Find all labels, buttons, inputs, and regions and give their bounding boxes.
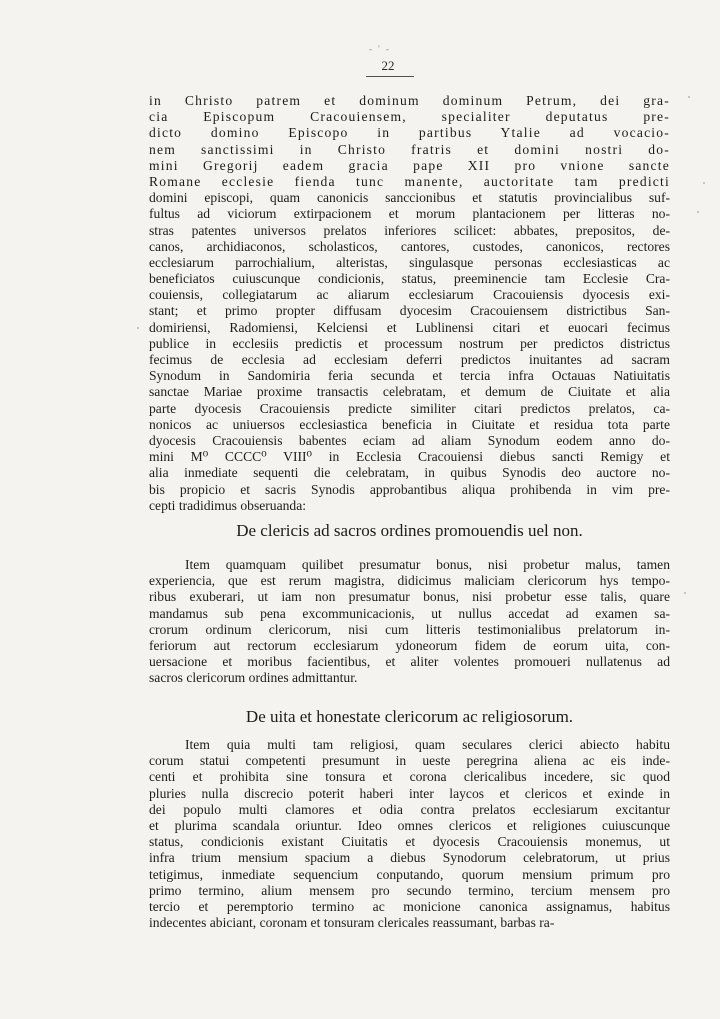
page-number-rule	[366, 76, 414, 77]
text-line: ecclesiarum parrochialium, alteristas, singulasque personas ecclesiasticas ac	[149, 254, 670, 270]
text-line: tercio et peremptorio termino ac monicione canonica assignamus, habitus	[149, 898, 670, 914]
text-line: indecentes abiciant, coronam et tonsuram clericales reassumant, barbas ra-	[149, 915, 555, 931]
text-line: primo termino, alium mensem pro secundo termino, tercium mensem pro	[149, 882, 670, 898]
text-line: cia Episcopum Cracouiensem, specialiter deputatus pre-	[149, 109, 670, 125]
text-line: tetigimus, inmediate sequencium conputando, quorum mensium primum pro	[149, 866, 670, 882]
intro-paragraph	[149, 93, 670, 514]
text-line: publice in ecclesiis predictis et processum nostrum per predictos districtus	[149, 335, 670, 351]
text-line: status, condicionis existant Ciuitatis et dyocesis Cracouiensis monemus, ut	[149, 834, 670, 850]
text-line: beneficiatos cuiuscunque condicionis, status, preeminencie tam Ecclesie Cra-	[149, 271, 670, 287]
text-line: sanctae Mariae proxime transactis celebratam, et demum de Ciuitate et alia	[149, 384, 670, 400]
scan-speck	[137, 327, 139, 329]
scan-speck	[703, 182, 705, 184]
text-line: stras patentes universos prelatos inferiores scilicet: abbates, prepositos, de-	[149, 222, 670, 238]
text-line: mini Gregorij eadem gracia pape XII pro vnione sancte	[149, 157, 670, 173]
text-line: fultus ad viciorum extirpacionem et morum plantacionem per litteras no-	[149, 206, 670, 222]
text-line: in Christo patrem et dominum dominum Petrum, dei gra-	[149, 93, 670, 108]
text-line: Romane ecclesie fienda tunc manente, auctoritate tam predicti	[149, 173, 670, 189]
text-line: dicto domino Episcopo in partibus Ytalie ad vocacio-	[149, 125, 670, 141]
scan-speck	[697, 211, 699, 213]
text-line: cepti tradidimus obseruanda:	[149, 497, 307, 513]
text-line: nem sanctissimi in Christo fratris et domini nostri do-	[149, 141, 670, 157]
text-line: crorum ordinum clericorum, nisi cum litteris testimonialibus prelatorum in-	[149, 621, 670, 637]
text-line: infra trium mensium spacium a diebus Synodorum celebratorum, ut prius	[149, 850, 670, 866]
text-line: bis propicio et sacris Synodis approbantibus aliqua prohibenda in vim pre-	[149, 481, 670, 497]
text-line: nonicos ac uniuersos ecclesiastica beneficia in Ciuitate et residua tota parte	[149, 416, 670, 432]
text-line: Item quamquam quilibet presumatur bonus, nisi probetur malus, tamen	[185, 557, 670, 572]
text-line: experiencia, que est rerum magistra, didicimus maliciam clericorum hys tempo-	[149, 573, 670, 589]
text-line: fecimus de ecclesia ad ecclesiam deferri predictos inuitantes ad sacram	[149, 352, 670, 367]
scan-speck	[684, 592, 686, 594]
text-line: et plurima scandala oriuntur. Ideo omnes clericos et religiones cuiuscunque	[149, 817, 670, 833]
top-mark: - ' -	[368, 44, 392, 54]
text-line: domini episcopi, quam canonicis sanccionibus et statutis provincialibus suf-	[149, 190, 670, 206]
section-heading-clerics-orders: De clericis ad sacros ordines promouendis uel non.	[236, 521, 583, 540]
section-paragraph-life-honesty	[149, 737, 670, 931]
text-line: alia inmediate sequenti die celebratam, in quibus Synodis deo auctore no-	[149, 465, 670, 481]
text-line: ribus exuberari, ut iam non presumatur bonus, nisi probetur esse talis, quare	[149, 589, 670, 605]
text-line: pluries nulla discrecio poterit haberi inter laycos et clericos et exinde in	[149, 785, 670, 801]
text-line: sacros clericorum ordines admittantur.	[149, 670, 358, 686]
text-line: mini M⁰ CCCC⁰ VIII⁰ in Ecclesia Cracouiensi diebus sancti Remigy et	[149, 449, 670, 465]
text-line: dei populo multi clamores et odia contra prelatos ecclesiarum excitantur	[149, 801, 670, 817]
text-line: feriorum aut rectorum ecclesiarum ydoneorum fidem de eorum uita, con-	[149, 637, 670, 653]
text-line: dyocesis Cracouiensis babentes eciam ad aliam Synodum eodem anno do-	[149, 432, 670, 448]
page-number: 22	[381, 58, 395, 73]
text-line: domiriensi, Radomiensi, Kelciensi et Lublinensi citari et euocari fecimus	[149, 319, 670, 335]
text-line: uersacione et moribus facientibus, et aliter volentes promoueri nullatenus ad	[149, 654, 670, 670]
text-line: stant; et primo propter diffusam dyocesim Cracouiensem districtibus San-	[149, 303, 670, 319]
text-line: mandamus sub pena excommunicacionis, ut nullus accedat ad examen sa-	[149, 605, 670, 621]
scan-speck	[688, 96, 690, 98]
text-line: corum statui competenti presumunt in ueste peregrina aliena ac eis inde-	[149, 753, 670, 769]
text-line: couiensis, collegiatarum ac aliarum ecclesiarum Cracouiensis dyocesis exi-	[149, 287, 670, 303]
text-line: canos, archidiaconos, scholasticos, cantores, custodes, canonicos, rectores	[149, 238, 670, 254]
text-line: Synodum in Sandomiria feria secunda et tercia infra Octauas Natiuitatis	[149, 368, 670, 384]
section-paragraph-clerics-orders	[149, 557, 670, 687]
text-line: Item quia multi tam religiosi, quam seculares clerici abiecto habitu	[185, 737, 670, 752]
section-heading-life-honesty: De uita et honestate clericorum ac religiosorum.	[245, 707, 574, 726]
text-line: centi et prohibita sine tonsura et corona clericalibus incedere, sic quod	[149, 769, 670, 785]
text-line: parte dyocesis Cracouiensis predicte similiter citari predictos prelatos, ca-	[149, 400, 670, 416]
